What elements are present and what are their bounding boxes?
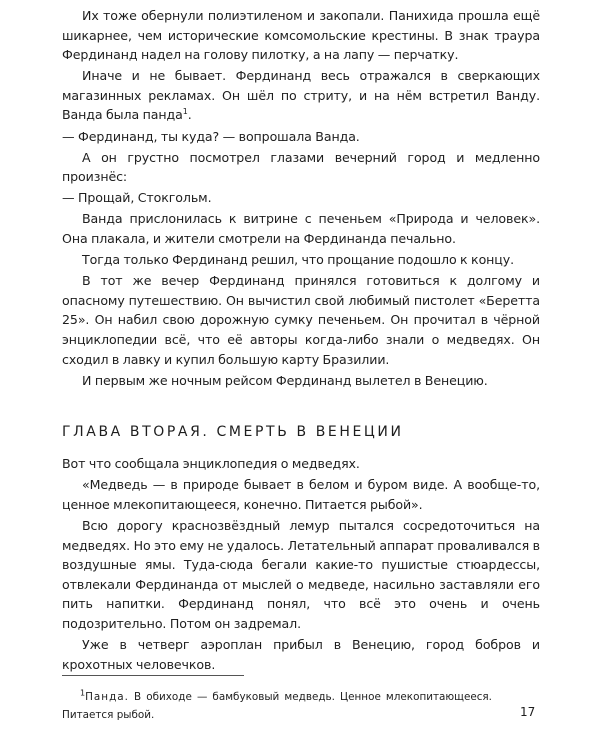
paragraph-preparation: В тот же вечер Фердинанд принялся готовиться к долгому и опасному путешествию. Он вычистил свой любимый пистолет «Беретта 25». Он набил свою дорожную сумку печеньем. Он прочитал в чёрной энциклопедии всё, что её авторы когда-либо знали о медведях. Он сходил в лавку и купил большую карту Бразилии.: [62, 273, 540, 367]
paragraph-arrival: Уже в четверг аэроплан прибыл в Венецию, город бобров и крохотных человечков.: [62, 637, 540, 672]
paragraph-ferdinand-look: А он грустно посмотрел глазами вечерний город и медленно произнёс:: [62, 149, 540, 185]
paragraph-farewell-end: Тогда только Фердинанд решил, что прощание подошло к концу.: [82, 252, 515, 268]
paragraph-dialogue-wanda: — Фердинанд, ты куда? — вопрошала Ванда.: [62, 128, 360, 144]
paragraph-bear-quote: «Медведь — в природе бывает в белом и буром виде. А вообще-то, ценное млекопитающееся, конечно. Питается рыбой».: [62, 477, 540, 512]
paragraph-wanda-intro: Иначе и не бывает. Фердинанд весь отражался в сверкающих магазинных рекламах. Он шёл по стриту, и на нём встретил Ванду. Ванда была панда$^1$.: [62, 68, 540, 123]
footnote-marker: 1: [80, 688, 86, 698]
footnote-text: В обиходе — бамбуковый медведь. Ценное млекопитающееся. Питается рыбой.: [62, 691, 492, 721]
footnote-term: Панда.: [85, 691, 129, 703]
paragraph-flight: Всю дорогу краснозвёздный лемур пытался сосредоточиться на медведях. Но это ему не удалось. Летательный аппарат проваливался в воздушные ямы. Туда-сюда бегали какие-то пушистые стюардессы, отвлекали Фердинанда от мыслей о медведе, насильно заставляли его пить напитки. Фердинанд понял, что всё это очень и очень подозрительно. Потом он задремал.: [62, 518, 540, 632]
page-number: 17: [520, 705, 536, 719]
footnote-divider: [62, 675, 244, 676]
paragraph-wanda-text: Иначе и не бывает. Фердинанд весь отражался в сверкающих магазинных рекламах. Он шёл по стриту, и на нём встретил Ванду. Ванда была панда: [62, 68, 540, 123]
paragraph-burial: Их тоже обернули полиэтиленом и закопали. Панихида прошла ещё шикарнее, чем исторические комсомольские крестины. В знак траура Фердинанд надел на голову пилотку, а на лапу — перчатку.: [62, 8, 540, 63]
page-body: [62, 6, 540, 676]
paragraph-encyclopedia: Вот что сообщала энциклопедия о медведях.: [62, 456, 360, 472]
footnote: [62, 688, 492, 724]
footnote-reference[interactable]: 1: [182, 107, 188, 117]
paragraph-wanda-cries: Ванда прислонилась к витрине с печеньем «Природа и человек». Она плакала, и жители смотрели на Фердинанда печально.: [62, 211, 540, 247]
paragraph-dialogue-farewell: — Прощай, Стокгольм.: [62, 190, 212, 206]
paragraph-departure: И первым же ночным рейсом Фердинанд вылетел в Венецию.: [82, 372, 488, 388]
chapter-heading: ГЛАВА ВТОРАЯ. СМЕРТЬ В ВЕНЕЦИИ: [62, 424, 404, 441]
